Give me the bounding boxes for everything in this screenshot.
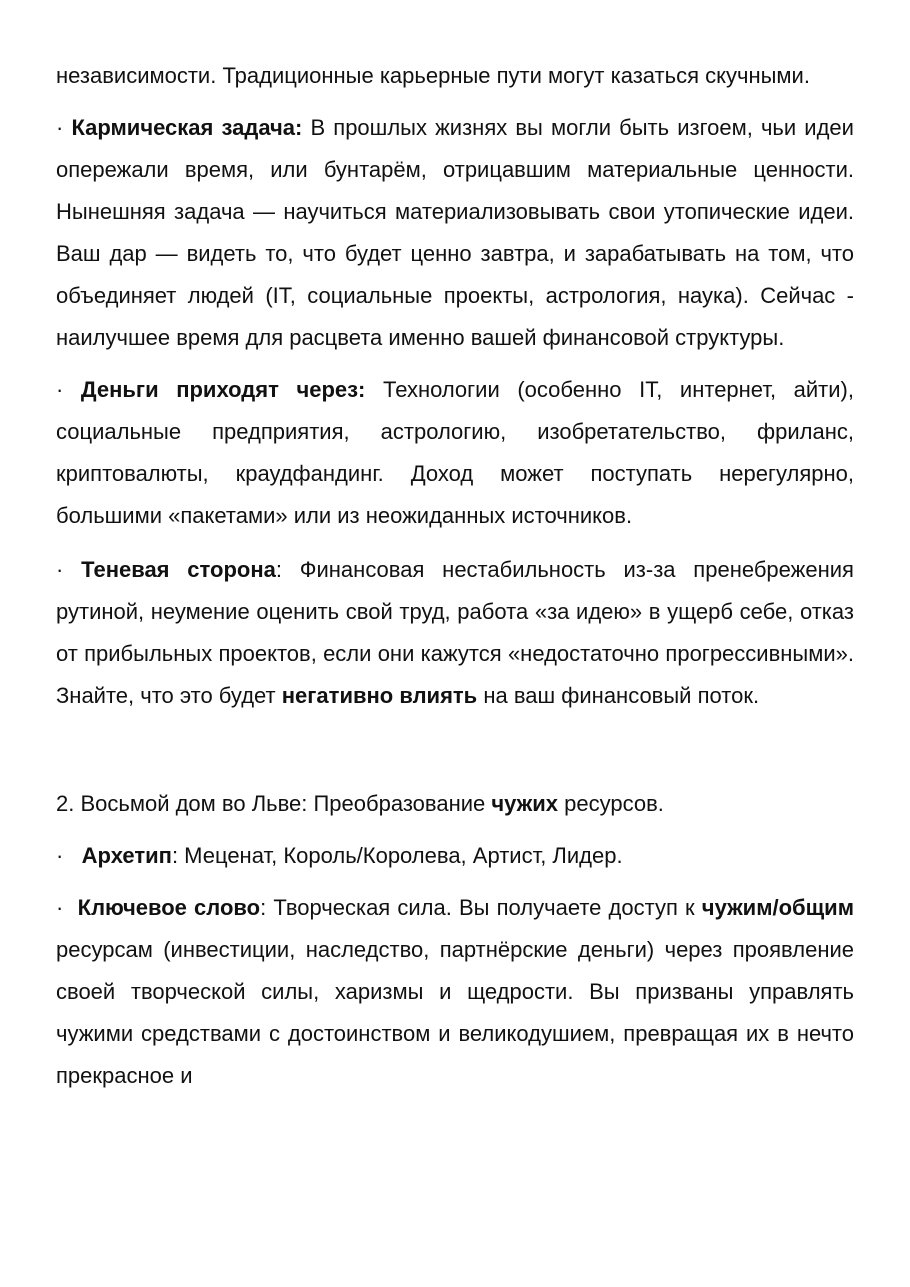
paragraph-archetype <box>56 835 854 877</box>
paragraph-karmic-task <box>56 107 854 359</box>
paragraph-emphasis: негативно влиять <box>281 683 478 708</box>
paragraph-emphasis: чужим/общим <box>701 895 854 920</box>
paragraph-text: независимости. Традиционные карьерные пути могут казаться скучными. <box>56 63 810 88</box>
paragraph-text: : Творческая сила. Вы получаете доступ к <box>260 895 695 920</box>
paragraph-independence <box>56 55 854 97</box>
bullet-icon: · <box>56 843 64 868</box>
paragraph-text: Финансовая нестабильность из-за пренебрежения рутиной, неумение оценить свой труд, работа «за идею» в ущерб себе, отказ от прибыльных проектов, если они кажутся «недостаточно прогрессивными». Знайте, что это будет <box>56 557 854 708</box>
paragraph-shadow-side <box>56 549 854 717</box>
paragraph-label: Ключевое слово <box>77 895 261 920</box>
paragraph-label: Деньги приходят через: <box>80 377 366 402</box>
paragraph-label: Кармическая задача: <box>71 115 303 140</box>
paragraph-text: Технологии (особенно IT, интернет, айти), социальные предприятия, астрологию, изобретательство, фриланс, криптовалюты, краудфандинг. Доход может поступать нерегулярно, большими «пакетами» или из неожиданных источников. <box>56 377 854 528</box>
paragraph-label: Теневая сторона <box>81 557 276 582</box>
bullet-icon: · <box>56 377 64 402</box>
bullet-icon: · <box>56 895 64 920</box>
heading-prefix: 2. Восьмой дом во Льве: Преобразование <box>56 791 486 816</box>
heading-suffix: ресурсов. <box>564 791 664 816</box>
bullet-icon: · <box>56 115 64 140</box>
label-colon: : <box>275 557 282 582</box>
paragraph-text: : Меценат, Король/Королева, Артист, Лидер. <box>171 843 623 868</box>
paragraph-label: Архетип <box>81 843 172 868</box>
paragraph-money-sources <box>56 369 854 537</box>
paragraph-text-continued: ресурсам (инвестиции, наследство, партнёрские деньги) через проявление своей творческой силы, харизмы и щедрости. Вы призваны управлять чужими средствами с достоинством и великодушием, превращая их в нечто прекрасное и <box>56 937 854 1088</box>
paragraph-keyword <box>56 887 854 1097</box>
heading-emphasis: чужих <box>491 791 559 816</box>
paragraph-tail: на ваш финансовый поток. <box>483 683 760 708</box>
section-heading-eighth-house <box>56 783 854 825</box>
bullet-icon: · <box>56 557 64 582</box>
paragraph-text: В прошлых жизнях вы могли быть изгоем, чьи идеи опережали время, или бунтарём, отрицавшим материальные ценности. Нынешняя задача — научиться материализовывать свои утопические идеи. Ваш дар — видеть то, что будет ценно завтра, и зарабатывать на том, что объединяет людей (IT, социальные проекты, астрология, наука). Сейчас - наилучшее время для расцвета именно вашей финансовой структуры. <box>56 115 854 350</box>
